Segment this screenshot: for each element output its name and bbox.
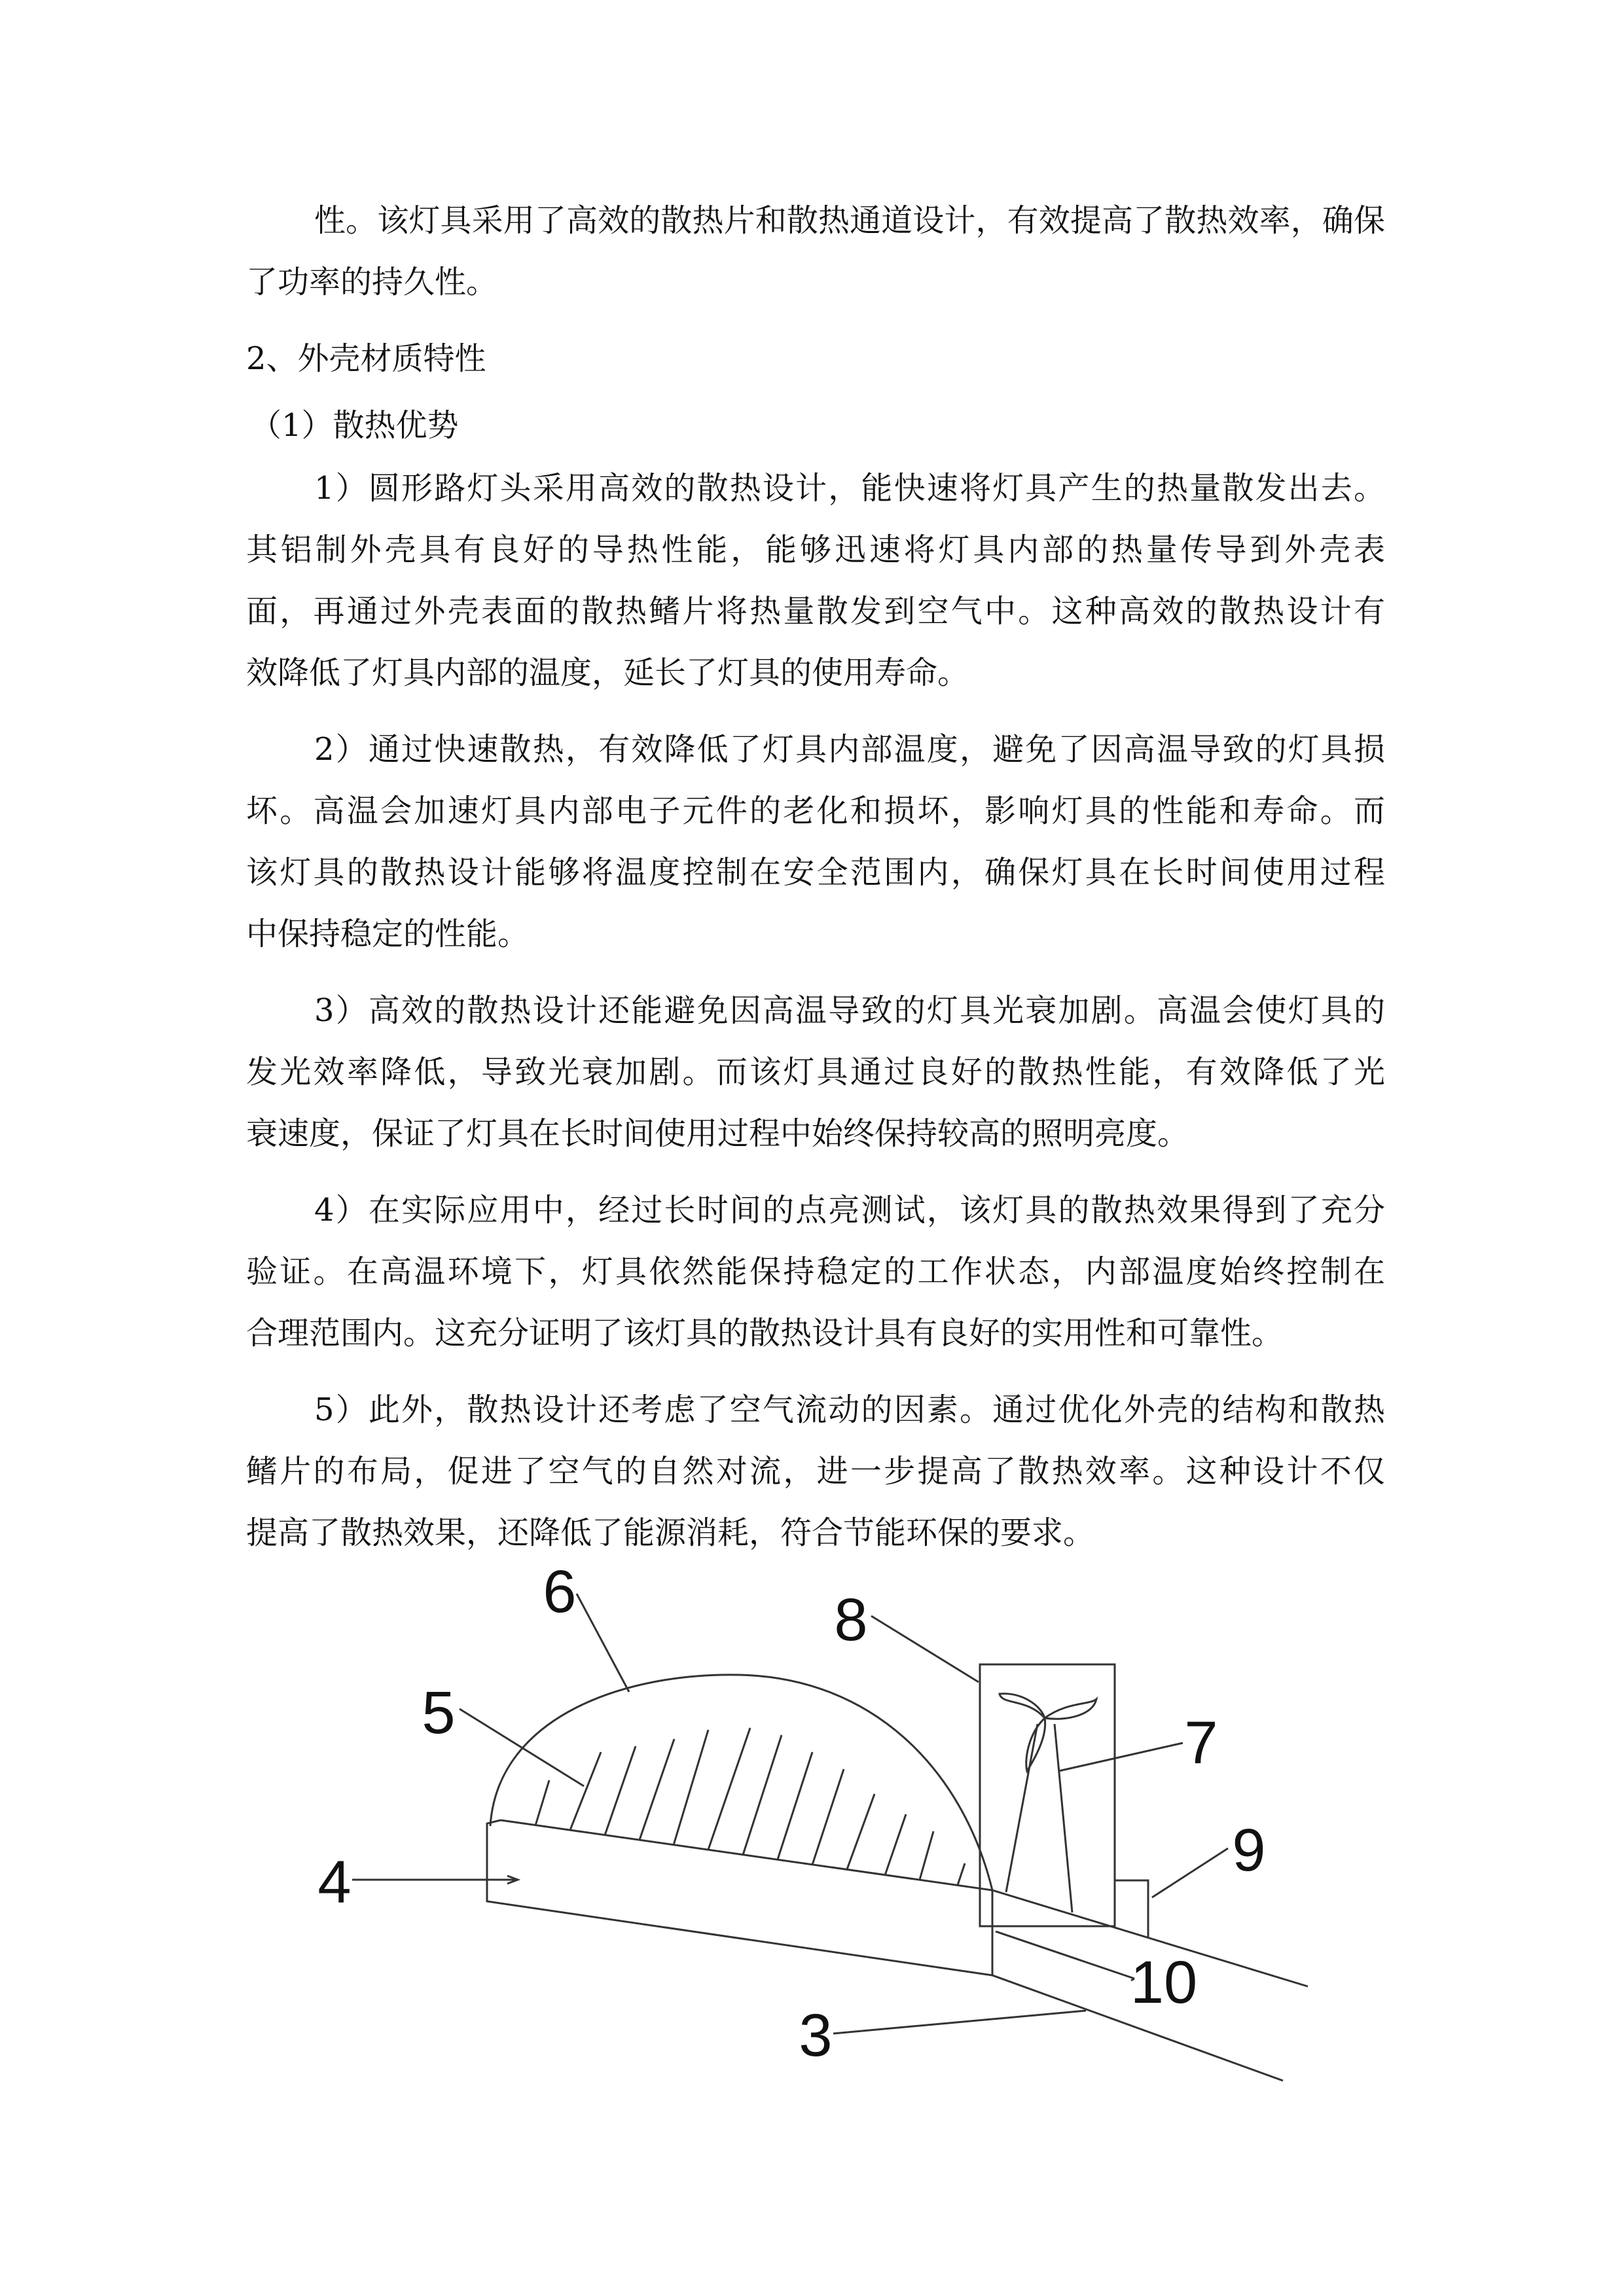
leader-7 xyxy=(1058,1743,1183,1771)
text-line: 发光效率降低，导致光衰加剧。而该灯具通过良好的散热性能，有效降低了光 xyxy=(246,1054,1385,1090)
text-line: 1）圆形路灯头采用高效的散热设计，能快速将灯具产生的热量散发出去。 xyxy=(314,470,1385,507)
text-line: 合理范围内。这充分证明了该灯具的散热设计具有良好的实用性和可靠性。 xyxy=(246,1315,1284,1352)
arm-joint xyxy=(996,1931,1134,1979)
text-line: 提高了散热效果，还降低了能源消耗，符合节能环保的要求。 xyxy=(246,1515,1095,1551)
leader-3 xyxy=(833,2011,1086,2034)
wind-turbine-icon xyxy=(1000,1694,1096,1912)
label-9: 9 xyxy=(1232,1817,1266,1884)
text-line: 效降低了灯具内部的温度，延长了灯具的使用寿命。 xyxy=(246,655,969,691)
text-line: 性。该灯具采用了高效的散热片和散热通道设计，有效提高了散热效率，确保 xyxy=(314,202,1385,239)
text-line: 其铝制外壳具有良好的导热性能，能够迅速将灯具内部的热量传导到外壳表 xyxy=(246,531,1385,568)
lamp-housing xyxy=(487,1820,992,1975)
leader-6 xyxy=(577,1594,629,1692)
label-3: 3 xyxy=(799,2002,833,2069)
text-line: 鳍片的布局，促进了空气的自然对流，进一步提高了散热效率。这种设计不仅 xyxy=(246,1453,1385,1490)
text-line: 5）此外，散热设计还考虑了空气流动的因素。通过优化外壳的结构和散热 xyxy=(314,1391,1385,1428)
text-line: 中保持稳定的性能。 xyxy=(246,916,530,952)
text-line: 衰速度，保证了灯具在长时间使用过程中始终保持较高的照明亮度。 xyxy=(246,1115,1189,1152)
leader-8 xyxy=(871,1616,979,1682)
dome-cover xyxy=(490,1675,992,1890)
text-line: 3）高效的散热设计还能避免因高温导致的灯具光衰加剧。高温会使灯具的 xyxy=(314,992,1385,1029)
label-10: 10 xyxy=(1130,1949,1198,2016)
subsection-heading-text: （1）散热优势 xyxy=(250,407,459,444)
label-8: 8 xyxy=(834,1587,868,1653)
label-6: 6 xyxy=(543,1558,577,1625)
section-heading-text: 2、外壳材质特性 xyxy=(246,340,486,377)
text-line: 2）通过快速散热，有效降低了灯具内部温度，避免了因高温导致的灯具损 xyxy=(314,731,1385,768)
text-line: 4）在实际应用中，经过长时间的点亮测试，该灯具的散热效果得到了充分 xyxy=(314,1192,1385,1229)
label-5: 5 xyxy=(422,1679,456,1746)
label-4: 4 xyxy=(317,1849,352,1916)
label-7: 7 xyxy=(1184,1710,1218,1776)
text-line: 面，再通过外壳表面的散热鳍片将热量散发到空气中。这种高效的散热设计有 xyxy=(246,593,1385,630)
text-line: 该灯具的散热设计能够将温度控制在安全范围内，确保灯具在长时间使用过程 xyxy=(246,854,1385,891)
text-line: 了功率的持久性。 xyxy=(246,264,498,300)
text-line: 坏。高温会加速灯具内部电子元件的老化和损坏，影响灯具的性能和寿命。而 xyxy=(246,793,1385,829)
heat-sink-fins xyxy=(535,1728,965,1885)
text-line: 验证。在高温环境下，灯具依然能保持稳定的工作状态，内部温度始终控制在 xyxy=(246,1253,1385,1290)
leader-9 xyxy=(1152,1848,1228,1897)
leader-5 xyxy=(460,1709,584,1786)
